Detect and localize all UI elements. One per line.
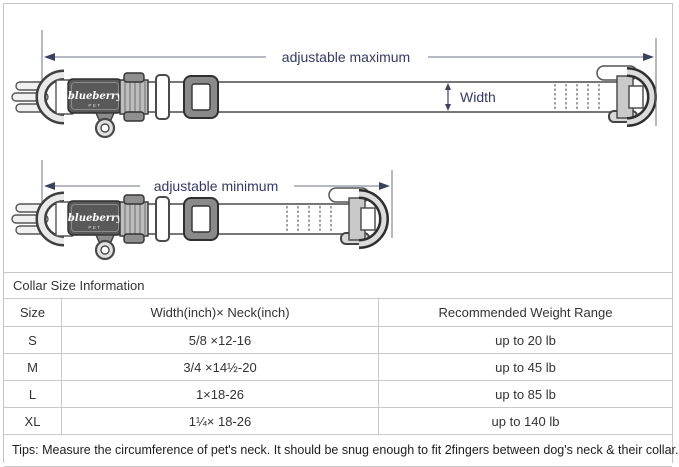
collar-size-table (4, 299, 672, 435)
weight-cell: up to 45 lb (379, 354, 673, 381)
collar-size-chart (3, 3, 679, 463)
table-row (4, 327, 672, 354)
collar-buckle-icon (12, 195, 218, 259)
table-row (4, 354, 672, 381)
table-row (4, 408, 672, 435)
weight-cell: up to 140 lb (379, 408, 673, 435)
table-title: Collar Size Information (4, 272, 672, 299)
size-cell: S (4, 327, 62, 354)
dim-cell: 1¼× 18-26 (62, 408, 379, 435)
weight-cell: up to 20 lb (379, 327, 673, 354)
table-row (4, 381, 672, 408)
size-cell: M (4, 354, 62, 381)
collar-diagram (4, 4, 672, 272)
weight-cell: up to 85 lb (379, 381, 673, 408)
size-cell: L (4, 381, 62, 408)
column-header-weight: Recommended Weight Range (379, 299, 673, 327)
adjustable-maximum-label: adjustable maximum (281, 49, 411, 65)
collar-diagram-svg (4, 4, 672, 272)
collar-maximum (12, 30, 656, 137)
collar-minimum (12, 160, 392, 259)
collar-buckle-icon (12, 73, 218, 137)
column-header-dimensions: Width(inch)× Neck(inch) (62, 299, 379, 327)
table-header-row (4, 299, 672, 327)
tips-note: Tips: Measure the circumference of pet's neck. It should be snug enough to fit 2fingers between dog's neck & their collar. (4, 435, 672, 467)
column-header-size: Size (4, 299, 62, 327)
dim-cell: 5/8 ×12-16 (62, 327, 379, 354)
dim-cell: 3/4 ×14½-20 (62, 354, 379, 381)
dim-cell: 1×18-26 (62, 381, 379, 408)
size-cell: XL (4, 408, 62, 435)
adjustable-minimum-label: adjustable minimum (153, 178, 279, 194)
width-label: Width (460, 89, 496, 105)
